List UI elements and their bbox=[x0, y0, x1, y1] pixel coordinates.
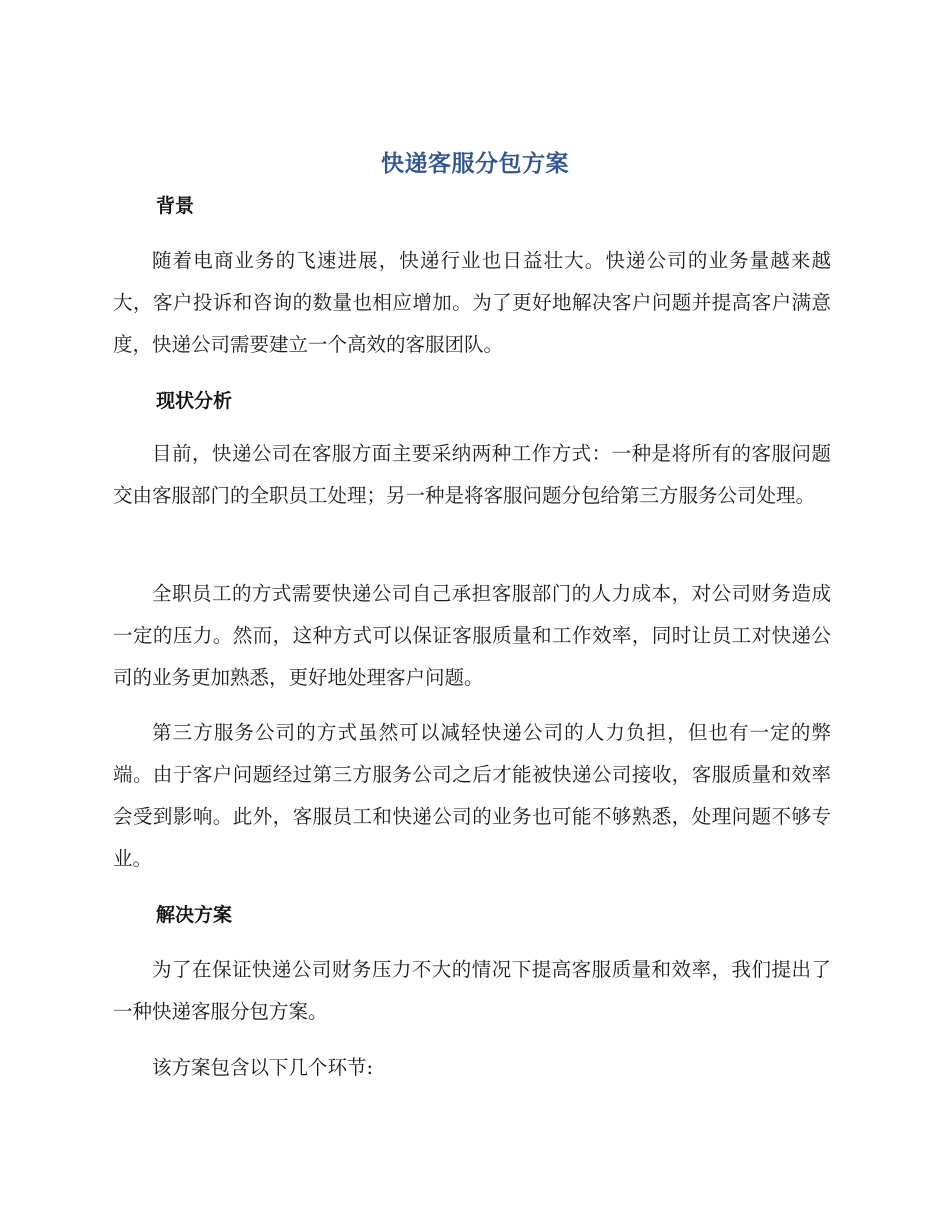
paragraph-analysis-2: 全职员工的方式需要快递公司自己承担客服部门的人力成本，对公司财务造成一定的压力。然而，这种方式可以保证客服质量和工作效率，同时让员工对快递公司的业务更加熟悉，更好地处理客户问题。 bbox=[113, 582, 831, 689]
paragraph-analysis-3: 第三方服务公司的方式虽然可以减轻快递公司的人力负担，但也有一定的弊端。由于客户问题经过第三方服务公司之后才能被快递公司接收，客服质量和效率会受到影响。此外，客服员工和快递公司的业务也可能不够熟悉，处理问题不够专业。 bbox=[113, 721, 831, 870]
paragraph-solution-1: 为了在保证快递公司财务压力不大的情况下提高客服质量和效率，我们提出了一种快递客服分包方案。 bbox=[113, 958, 831, 1023]
paragraph-solution-2: 该方案包含以下几个环节: bbox=[152, 1056, 374, 1079]
section-heading-background: 背景 bbox=[156, 195, 195, 217]
paragraph-analysis-1: 目前，快递公司在客服方面主要采纳两种工作方式：一种是将所有的客服问题交由客服部门的全职员工处理；另一种是将客服问题分包给第三方服务公司处理。 bbox=[113, 442, 831, 507]
paragraph-background: 随着电商业务的飞速进展，快递行业也日益壮大。快递公司的业务量越来越大，客户投诉和咨询的数量也相应增加。为了更好地解决客户问题并提高客户满意度，快递公司需要建立一个高效的客服团队。 bbox=[113, 249, 831, 356]
document-title: 快递客服分包方案 bbox=[381, 151, 569, 177]
section-heading-solution: 解决方案 bbox=[156, 904, 233, 926]
section-heading-analysis: 现状分析 bbox=[156, 390, 233, 412]
